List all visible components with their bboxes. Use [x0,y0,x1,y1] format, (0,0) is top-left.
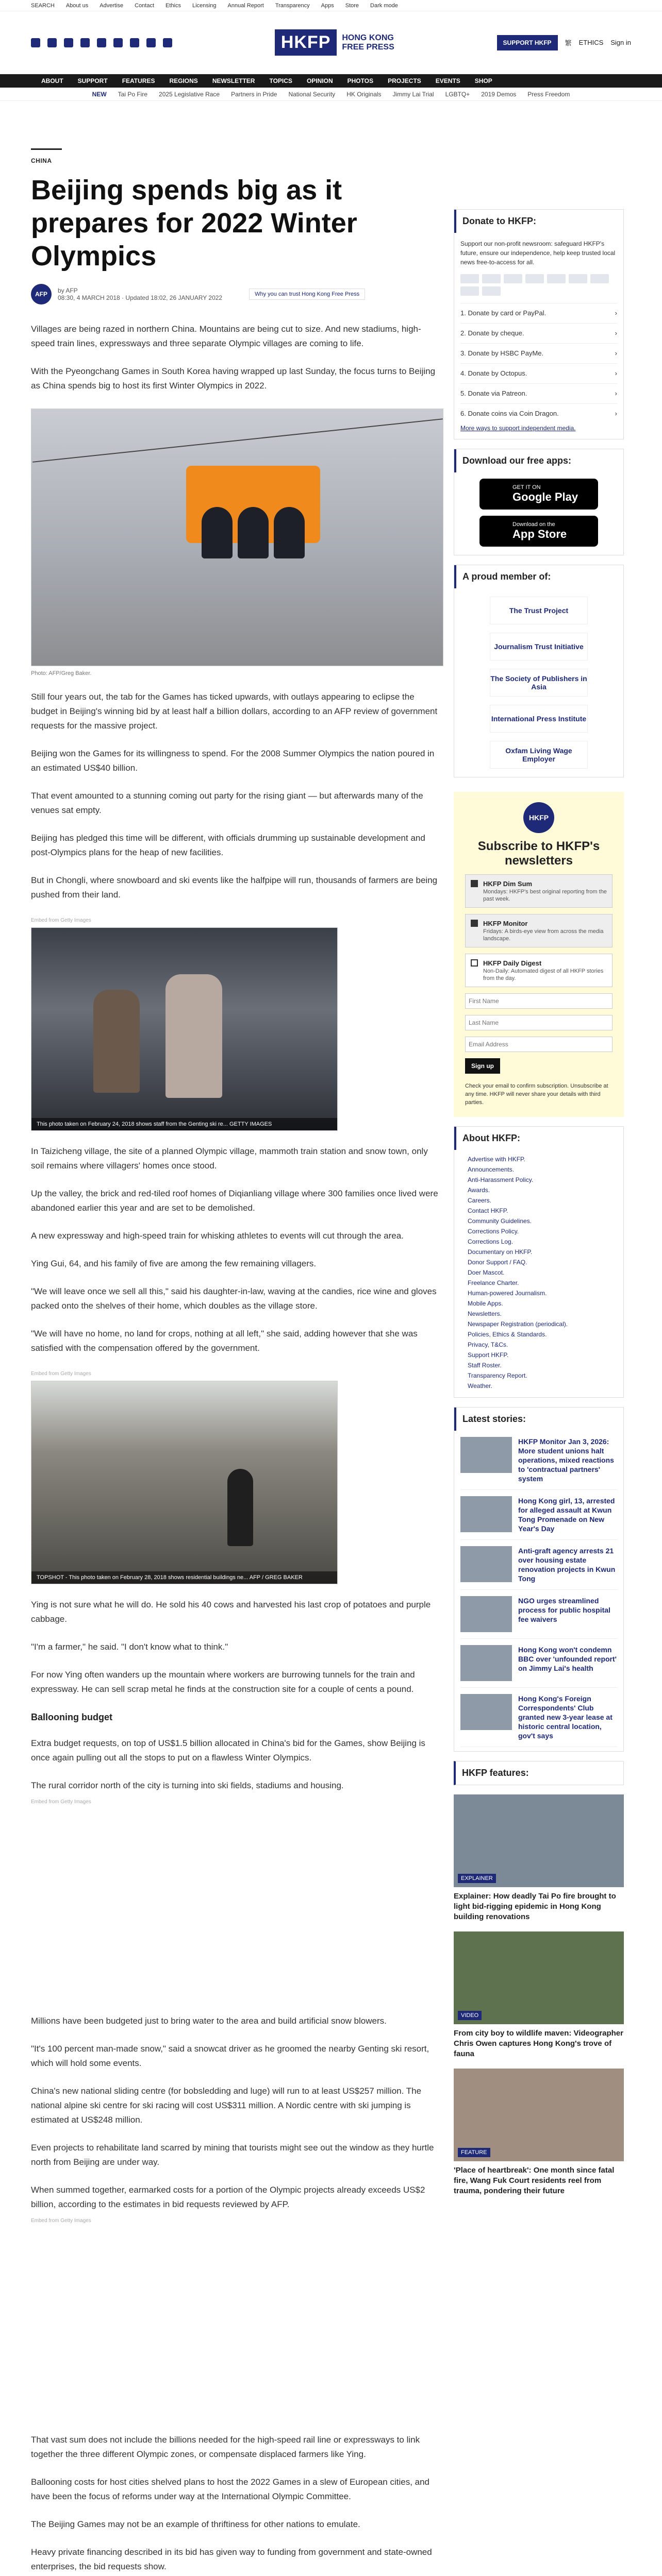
article-body [31,322,443,2576]
last-name-input[interactable] [465,1015,613,1030]
first-name-input[interactable] [465,993,613,1009]
newsletter-option[interactable] [465,914,613,947]
about-link[interactable]: Staff Roster. [468,1362,502,1369]
lift-cable [32,418,443,463]
donate-option-label: 6. Donate coins via Coin Dragon. [460,410,559,417]
donate-text[interactable]: Support our non-profit newsroom: safeguard HKFP's future, ensure our independence, help keep trusted local news free-to-access for all. [460,240,616,266]
google-play-badge[interactable] [479,479,598,510]
badge-big-text: App Store [512,528,567,540]
about-link[interactable]: Advertise with HKFP. [468,1156,525,1163]
newsletter-title: Subscribe to HKFP's newsletters [477,839,600,868]
donate-body [454,233,623,439]
widget-title: About HKFP: [454,1127,623,1150]
article-title: Beijing spends big as it prepares for 2022 Winter Olympics [31,175,357,272]
about-link[interactable]: Freelance Charter. [468,1279,519,1286]
search-link[interactable]: SEARCH [31,2,55,9]
newsletter-footnote: Check your email to confirm subscription. Unsubscribe at any time. HKFP will never share your details with third parties. [465,1083,608,1106]
donate-option[interactable] [460,303,617,323]
app-store-badge[interactable] [479,516,598,547]
about-link[interactable]: Documentary on HKFP. [468,1248,533,1256]
trending-link[interactable]: HK Originals [346,90,382,98]
latest-story[interactable] [460,1540,617,1590]
embed-credit[interactable]: Embed from Getty Images [31,918,91,923]
ethics-link[interactable]: ETHICS [578,39,604,46]
paragraph: That event amounted to a stunning coming out party for the rising giant — but afterwards many of the venues sat empty. [31,791,423,815]
story-thumbnail [460,1546,512,1582]
instagram-icon[interactable] [64,38,73,47]
story-title: Anti-graft agency arrests 21 over housing estate renovation projects in Kwun Tong [518,1547,616,1583]
donate-option[interactable] [460,403,617,423]
embed-credit[interactable]: Embed from Getty Images [31,1371,91,1377]
visa-icon [482,274,501,283]
threads-icon[interactable] [80,38,90,47]
latest-story[interactable] [460,1639,617,1688]
payment-logos [460,274,617,296]
feature-image [454,1931,624,2024]
about-link[interactable]: Contact HKFP. [468,1207,508,1214]
embed-caption: This photo taken on February 24, 2018 shows staff from the Genting ski re... GETTY IMAGES [31,1118,337,1130]
paragraph: For now Ying often wanders up the mountain where workers are burrowing tunnels for the train and expressway. He can sell scrap metal he finds at the construction site for a couple of cents a pound. [31,1670,415,1694]
article-dates: 08:30, 4 MARCH 2018 · Updated 18:02, 26 JANUARY 2022 [58,294,223,301]
paragraph: Up the valley, the brick and red-tiled roof homes of Diqianliang village where 300 families once lived were abandoned earlier this year and are set to be demolished. [31,1189,438,1213]
villager [93,990,140,1093]
top-link[interactable]: Transparency [275,2,310,9]
nav-item[interactable]: TOPICS [269,77,292,84]
chevron-right-icon: › [615,329,617,337]
byline-text [58,287,222,301]
widget-title: Latest stories: [454,1408,623,1431]
members-widget [454,565,624,777]
x-icon[interactable] [47,38,57,47]
feature-image [454,2069,624,2161]
about-link[interactable]: Newsletters. [468,1310,502,1317]
masthead [0,11,662,74]
paragraph: "We will leave once we sell all this," said his daughter-in-law, waving at the candies, rice wine and gloves packed onto the shelves of their home, which doubles as the village store. [31,1286,437,1311]
email-input[interactable] [465,1037,613,1052]
top-link[interactable]: Advertise [100,2,124,9]
feature-card[interactable] [454,2069,624,2196]
donate-option[interactable] [460,323,617,343]
byline [31,284,443,304]
embed-placeholder [31,1805,443,2001]
payme-icon [590,274,609,283]
paragraph: Ballooning costs for host cities shelved plans to host the 2022 Games in a slew of European cities, and have been the focus of reforms under way at the International Olympic Committee. [31,2477,430,2501]
logo-words [342,33,394,52]
photo-caption: Photo: AFP/Greg Baker. [31,670,92,676]
top-link[interactable]: Contact [135,2,155,9]
paragraph: Ying is not sure what he will do. He sold his 40 cows and harvested his last crop of potatoes and purple cabbage. [31,1600,431,1624]
feature-title: 'Place of heartbreak': One month since fatal fire, Wang Fuk Court residents reel from trauma, pondering their future [454,2166,615,2195]
about-link[interactable]: Newspaper Registration (periodical). [468,1320,568,1328]
trending-link[interactable]: LGBTQ+ [445,90,470,98]
latest-story[interactable] [460,1688,617,1747]
widget-title: HKFP features: [454,1761,624,1785]
checkbox-checked[interactable] [471,920,478,927]
feature-title: From city boy to wildlife maven: Videographer Chris Owen captures Hong Kong's trove of fauna [454,2029,623,2058]
newsletter-desc: Non-Daily: Automated digest of all HKFP stories from the day. [483,968,604,981]
nav-item[interactable]: EVENTS [435,77,460,84]
story-thumbnail [460,1645,512,1681]
newsletter-name: HKFP Dim Sum [483,880,533,888]
paragraph: In Taizicheng village, the site of a planned Olympic village, mammoth train station and snow town, only soil remains where villagers' homes once stood. [31,1146,428,1171]
features-widget [454,1761,624,2202]
paragraph: A new expressway and high-speed train for whisking athletes to events will cut through the area. [31,1231,404,1241]
member-logo[interactable]: The Society of Publishers in Asia [490,669,588,697]
signin-link[interactable]: Sign in [610,39,631,46]
jcb-icon [569,274,587,283]
newsletter-desc: Mondays: HKFP's best original reporting from the past week. [483,889,607,902]
member-logo[interactable]: Journalism Trust Initiative [490,633,588,660]
main-nav [0,74,662,88]
latest-story[interactable] [460,1431,617,1490]
article-photo-ski-lift[interactable] [31,409,443,666]
feature-card[interactable] [454,1931,624,2059]
newsletter-option-text [483,959,607,981]
paragraph: Even projects to rehabilitate land scarred by mining that tourists might see out the window as they hurtle north from Beijing are under way. [31,2143,434,2167]
donate-option[interactable] [460,383,617,403]
getty-photo-construction[interactable] [31,1381,338,1584]
facebook-icon[interactable] [31,38,40,47]
trending-link[interactable]: 2019 Demos [481,90,517,98]
newsletter-logo: HKFP [523,802,554,833]
top-link[interactable]: Ethics [166,2,181,9]
donate-option[interactable] [460,343,617,363]
donate-option-label: 2. Donate by cheque. [460,329,524,337]
more-ways-link[interactable]: More ways to support independent media. [460,425,576,432]
donate-option[interactable] [460,363,617,383]
about-link[interactable]: Announcements. [468,1166,515,1173]
patreon-icon [482,286,501,296]
trending-link[interactable]: National Security [288,90,336,98]
nav-item[interactable]: SHOP [474,77,492,84]
paragraph: Millions have been budgeted just to bring water to the area and build artificial snow blowers. [31,2016,387,2026]
villager [166,974,222,1098]
top-link[interactable]: Apps [321,2,334,9]
newsletter-option-text [483,880,607,902]
paragraph: Beijing won the Games for its willingness to spend. For the 2008 Summer Olympics the nation poured in an estimated US$40 billion. [31,749,435,773]
subheading: Ballooning budget [31,1712,112,1722]
nav-item[interactable]: PHOTOS [347,77,374,84]
chevron-right-icon: › [615,309,617,317]
story-title: Hong Kong girl, 13, arrested for alleged assault at Kwun Tong Promenade on New Year's Day [518,1497,615,1533]
paragraph: Still four years out, the tab for the Games has ticked upwards, with outlays appearing to eclipse the budget in Beijing's winning bid by at least half a billion dollars, according to an AFP review of government requests for the massive project. [31,692,438,731]
language-toggle[interactable]: 繁 [565,39,572,47]
article [31,101,443,2576]
top-link[interactable]: Licensing [192,2,217,9]
badge-big-text: Google Play [512,490,578,503]
widget-title: Donate to HKFP: [454,210,623,233]
checkbox-unchecked[interactable] [471,959,478,967]
rss-icon[interactable] [163,38,172,47]
story-thumbnail [460,1496,512,1532]
about-link[interactable]: Policies, Ethics & Standards. [468,1331,547,1338]
member-logo[interactable]: International Press Institute [490,705,588,733]
getty-photo-villagers[interactable] [31,927,338,1131]
logo-word-line: HONG KONG [342,33,394,42]
unionpay-icon [547,274,566,283]
about-link[interactable]: Awards. [468,1187,490,1194]
logo-word-line: FREE PRESS [342,42,394,52]
telegram-icon[interactable] [146,38,156,47]
newsletter-option[interactable] [465,954,613,987]
embed-credit[interactable]: Embed from Getty Images [31,2218,91,2224]
paragraph: When summed together, earmarked costs for a portion of the Olympic projects already exceeds US$2 billion, according to the estimates in bid requests reviewed by AFP. [31,2185,425,2209]
feature-image [454,1794,624,1887]
top-link[interactable]: Dark mode [370,2,398,9]
latest-story[interactable] [460,1490,617,1540]
about-link[interactable]: Weather. [468,1382,492,1389]
nav-item[interactable]: SUPPORT [77,77,108,84]
story-thumbnail [460,1596,512,1632]
top-utility-bar [0,0,662,11]
paragraph: But in Chongli, where snowboard and ski events like the halfpipe will run, thousands of farmers are being pushed from their land. [31,875,438,900]
newsletter-option[interactable] [465,874,613,908]
chevron-right-icon: › [615,349,617,357]
donate-option-label: 5. Donate via Patreon. [460,389,527,397]
feature-tag: VIDEO [458,2011,482,2020]
about-link[interactable]: Careers. [468,1197,492,1204]
masthead-actions [497,35,631,50]
paragraph: The Beijing Games may not be an example of thriftiness for other nations to emulate. [31,2519,360,2529]
story-thumbnail [460,1694,512,1730]
trending-label: NEW [92,90,107,98]
newsletter-name: HKFP Monitor [483,920,528,927]
chevron-right-icon: › [615,410,617,417]
donate-options [460,303,617,423]
story-title: NGO urges streamlined process for public hospital fee waivers [518,1597,610,1623]
donate-widget [454,209,624,439]
whatsapp-icon[interactable] [130,38,139,47]
support-button[interactable]: SUPPORT HKFP [497,35,558,50]
paragraph: Extra budget requests, on top of US$1.5 billion allocated in China's bid for the Games, show Beijing is once again pulling out all the stops to put on a flawless Winter Olympics. [31,1738,425,1762]
about-link[interactable]: Human-powered Journalism. [468,1290,547,1297]
nav-item[interactable]: PROJECTS [388,77,421,84]
section-label[interactable]: CHINA [31,157,52,164]
latest-story[interactable] [460,1590,617,1639]
paragraph: "I'm a farmer," he said. "I don't know what to think." [31,1642,228,1652]
widget-title: A proud member of: [454,565,623,588]
latest-widget [454,1407,624,1752]
story-title: Hong Kong's Foreign Correspondents' Club granted new 3-year lease at historic central location, gov't says [518,1694,613,1740]
about-links [454,1150,623,1391]
nav-item[interactable]: OPINION [306,77,333,84]
trending-bar [0,88,662,101]
paragraph: "It's 100 percent man-made snow," said a snowcat driver as he groomed the nearby Genting ski resort, which will hold some events. [31,2044,429,2068]
about-link[interactable]: Support HKFP. [468,1351,509,1359]
paragraph: China's new national sliding centre (for bobsledding and luge) will run to at least US$257 million. The national alpine ski centre for ski racing will cost US$311 million. A Nordic centre with ski jumping is estimated at US$248 million. [31,2086,422,2125]
paragraph: Ying Gui, 64, and his family of five are among the few remaining villagers. [31,1259,317,1268]
chevron-right-icon: › [615,369,617,377]
trending-link[interactable]: Jimmy Lai Trial [392,90,434,98]
resident [227,1469,253,1546]
top-link[interactable]: About us [65,2,89,9]
paragraph: With the Pyeongchang Games in South Korea having wrapped up last Sunday, the focus turns to Beijing as China spends big to host its first Winter Olympics in 2022. [31,366,436,391]
trending-link[interactable]: 2025 Legislative Race [159,90,220,98]
mastercard-icon [504,274,522,283]
donate-option-label: 3. Donate by HSBC PayMe. [460,349,544,357]
donate-option-label: 1. Donate by card or PayPal. [460,309,547,317]
trending-link[interactable]: Press Freedom [527,90,570,98]
paragraph: The rural corridor north of the city is turning into ski fields, stadiums and housing. [31,1781,344,1790]
widget-title: Download our free apps: [454,449,623,472]
top-link[interactable]: Store [345,2,359,9]
about-link[interactable]: Community Guidelines. [468,1217,532,1225]
about-link[interactable]: Privacy, T&Cs. [468,1341,508,1348]
nav-item[interactable]: NEWSLETTER [212,77,255,84]
feature-card[interactable] [454,1794,624,1922]
author-avatar[interactable]: AFP [31,284,52,304]
nav-item[interactable]: ABOUT [41,77,63,84]
embed-placeholder [31,2224,443,2419]
about-link[interactable]: Corrections Log. [468,1238,514,1245]
linkedin-icon[interactable] [97,38,106,47]
about-widget [454,1126,624,1398]
trending-link[interactable]: Tai Po Fire [118,90,148,98]
badge-small-text: Download on the [512,521,555,528]
paragraph: Villages are being razed in northern China. Mountains are being cut to size. And new stadiums, high-speed train lines, expressways and three separate Olympic villages are coming to life. [31,324,421,348]
story-title: Hong Kong won't condemn BBC over 'unfounded report' on Jimmy Lai's health [518,1646,617,1672]
section-rule [31,148,62,150]
paragraph: Heavy private financing described in its bid has given way to funding from government and state-owned enterprises, the bid requests show. [31,2547,432,2571]
member-logo[interactable]: The Trust Project [490,597,588,624]
rider [202,507,233,558]
newsletter-name: HKFP Daily Digest [483,959,542,967]
chevron-right-icon: › [615,389,617,397]
feature-title: Explainer: How deadly Tai Po fire brought to light bid-rigging epidemic in Hong Kong building renovations [454,1892,616,1921]
nav-item[interactable]: FEATURES [122,77,155,84]
member-logo[interactable]: Oxfam Living Wage Employer [490,741,588,769]
newsletter-widget [454,792,624,1117]
about-link[interactable]: Doer Mascot. [468,1269,505,1276]
about-link[interactable]: Corrections Policy. [468,1228,519,1235]
about-link[interactable]: Donor Support / FAQ. [468,1259,527,1266]
about-link[interactable]: Mobile Apps. [468,1300,503,1307]
story-thumbnail [460,1437,512,1473]
donate-option-label: 4. Donate by Octopus. [460,369,527,377]
social-icons [31,38,172,47]
author-name[interactable]: by AFP [58,287,78,294]
newsletter-option-text [483,920,607,942]
signup-button[interactable]: Sign up [465,1058,500,1074]
paragraph: "We will have no home, no land for crops, nothing at all left," she said, adding however that she was satisfied with the compensation offered by the government. [31,1329,418,1353]
rider [238,507,269,558]
feature-tag: EXPLAINER [458,1874,496,1883]
rider [274,507,305,558]
about-link[interactable]: Transparency Report. [468,1372,527,1379]
paragraph: That vast sum does not include the billions needed for the high-speed rail line or expressways to link together the three different Olympic zones, or compensate displaced farmers like Ying. [31,2435,420,2459]
paragraph: Beijing has pledged this time will be different, with officials drumming up sustainable development and post-Olympics plans for the heap of new facilities. [31,833,425,857]
nav-item[interactable]: REGIONS [169,77,198,84]
trending-link[interactable]: Partners in Pride [231,90,277,98]
youtube-icon[interactable] [113,38,123,47]
amex-icon [525,274,544,283]
apps-widget [454,449,624,555]
top-link[interactable]: Annual Report [227,2,264,9]
paypal-icon [460,274,479,283]
about-link[interactable]: Anti-Harassment Policy. [468,1176,534,1183]
site-logo[interactable] [275,29,394,56]
trust-link[interactable]: Why you can trust Hong Kong Free Press [249,289,365,300]
checkbox-checked[interactable] [471,880,478,887]
feature-tag: FEATURE [458,2148,490,2157]
story-title: HKFP Monitor Jan 3, 2026: More student unions halt operations, mixed reactions to 'contractual partners' system [518,1437,614,1483]
newsletter-desc: Fridays: A birds-eye view from across the media landscape. [483,928,604,942]
embed-credit[interactable]: Embed from Getty Images [31,1799,91,1805]
octopus-icon [460,286,479,296]
embed-caption: TOPSHOT - This photo taken on February 28, 2018 shows residential buildings ne... AFP / GREG BAKER [31,1571,337,1584]
sidebar [454,101,624,2202]
badge-small-text: GET IT ON [512,484,541,490]
logo-mark: HKFP [275,29,337,56]
